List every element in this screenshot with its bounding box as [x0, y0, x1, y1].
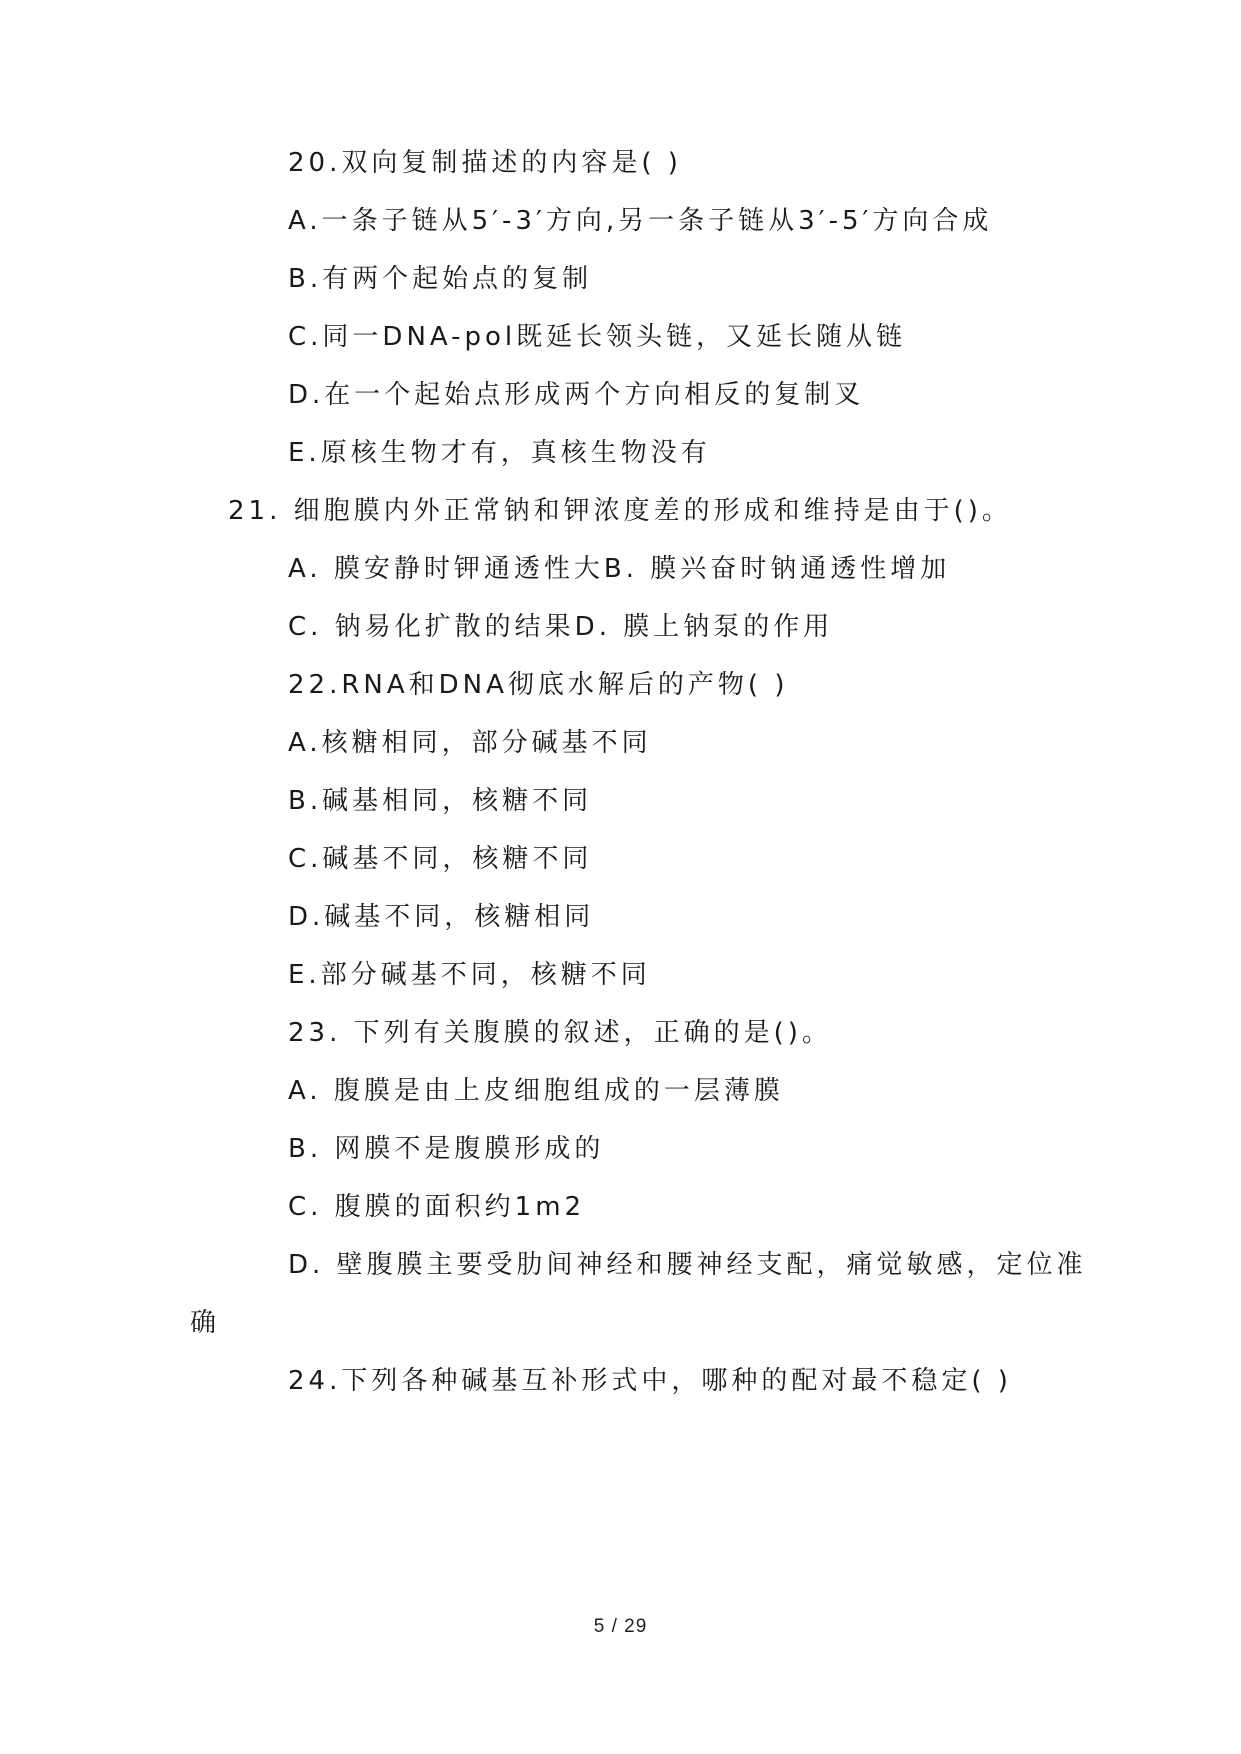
question-23-option-d-continuation: 确 — [190, 1308, 221, 1338]
question-23-stem: 23. 下列有关腹膜的叙述，正确的是()。 — [288, 1018, 832, 1048]
question-22-option-d: D.碱基不同，核糖相同 — [288, 902, 595, 932]
question-23-option-c: C. 腹膜的面积约1m2 — [288, 1192, 586, 1222]
question-20-option-c: C.同一DNA-pol既延长领头链，又延长随从链 — [288, 322, 907, 352]
question-23-option-b: B. 网膜不是腹膜形成的 — [288, 1134, 605, 1164]
question-23-option-a: A. 腹膜是由上皮细胞组成的一层薄膜 — [288, 1076, 784, 1106]
question-23-option-d: D. 壁腹膜主要受肋间神经和腰神经支配，痛觉敏感，定位准 — [288, 1250, 1087, 1280]
question-21-options-cd: C. 钠易化扩散的结果D. 膜上钠泵的作用 — [288, 612, 834, 642]
question-21-options-ab: A. 膜安静时钾通透性大B. 膜兴奋时钠通透性增加 — [288, 554, 951, 584]
page-number: 5 / 29 — [593, 1616, 648, 1637]
question-22-option-c: C.碱基不同，核糖不同 — [288, 844, 593, 874]
question-24-stem: 24.下列各种碱基互补形式中，哪种的配对最不稳定( ) — [288, 1366, 1012, 1396]
question-20-option-e: E.原核生物才有，真核生物没有 — [288, 438, 711, 468]
question-22-stem: 22.RNA和DNA彻底水解后的产物( ) — [288, 670, 789, 700]
question-20-stem: 20.双向复制描述的内容是( ) — [288, 148, 682, 178]
question-20-option-d: D.在一个起始点形成两个方向相反的复制叉 — [288, 380, 865, 410]
question-22-option-e: E.部分碱基不同，核糖不同 — [288, 960, 651, 990]
question-22-option-a: A.核糖相同，部分碱基不同 — [288, 728, 652, 758]
question-20-option-a: A.一条子链从5′-3′方向,另一条子链从3′-5′方向合成 — [288, 206, 993, 236]
question-20-option-b: B.有两个起始点的复制 — [288, 264, 593, 294]
question-21-stem: 21. 细胞膜内外正常钠和钾浓度差的形成和维持是由于()。 — [228, 496, 1012, 526]
question-22-option-b: B.碱基相同，核糖不同 — [288, 786, 593, 816]
